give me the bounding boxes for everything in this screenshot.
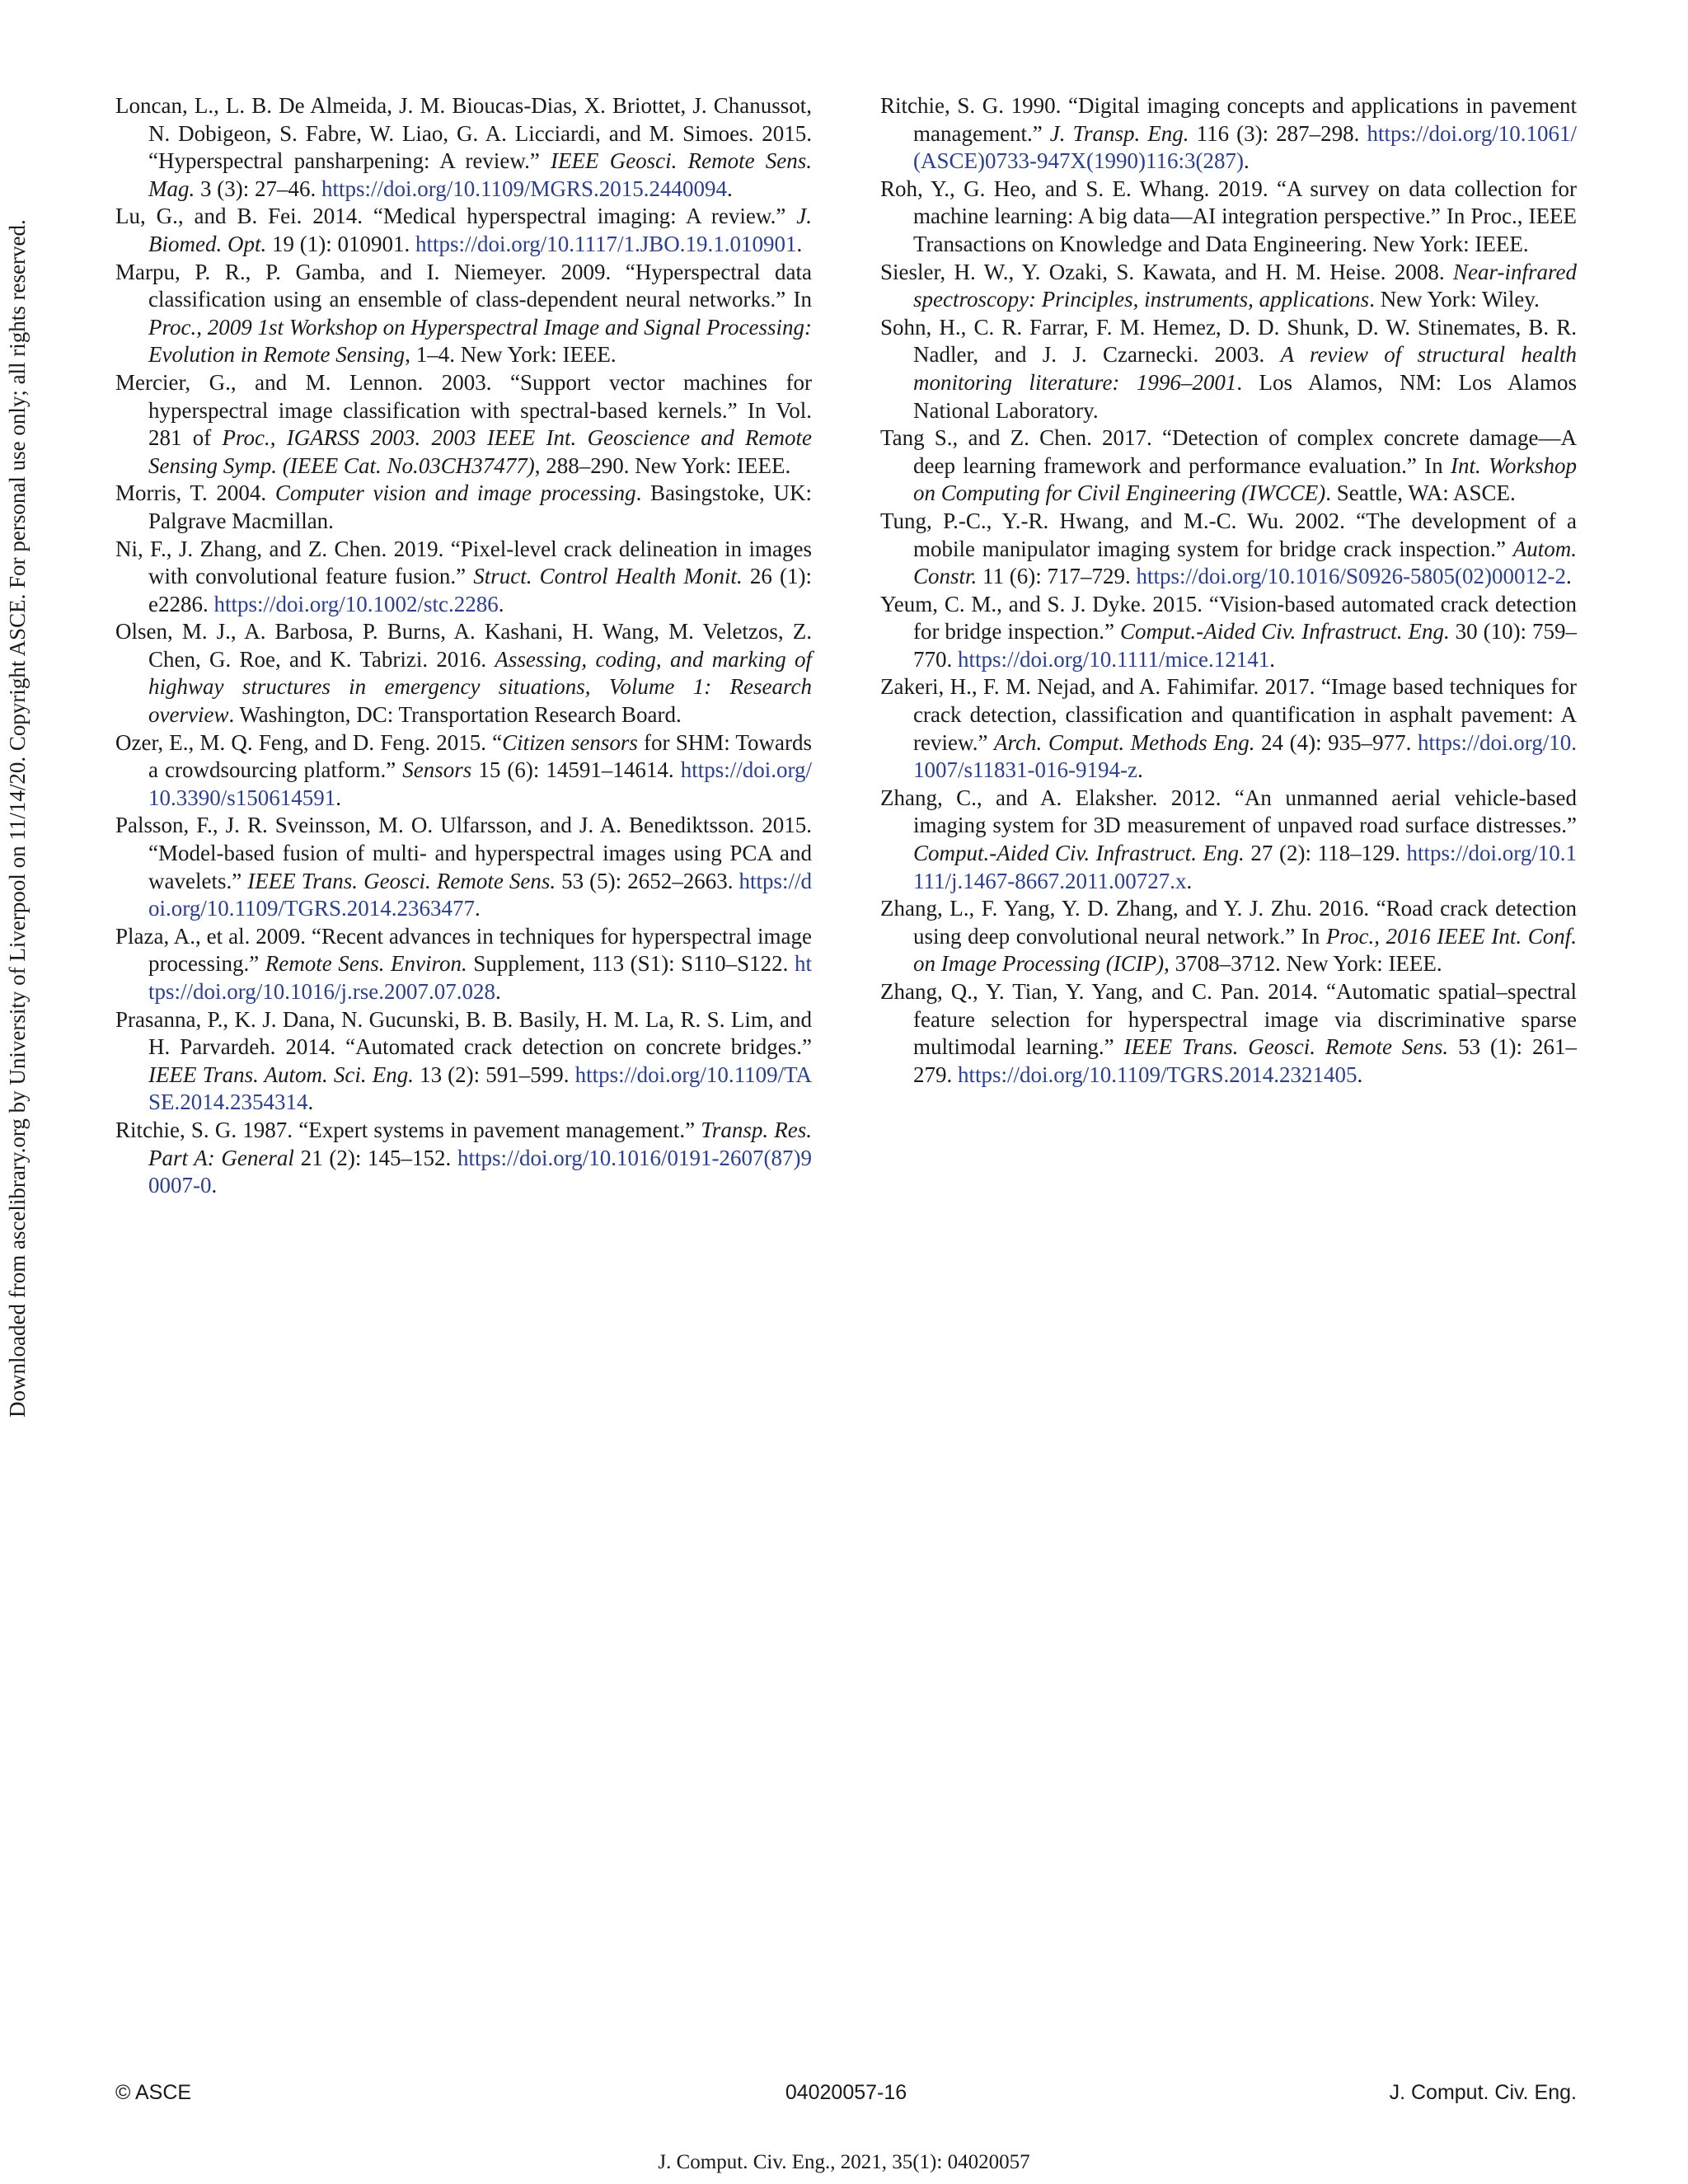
reference-text: , 1–4. New York: IEEE. — [405, 342, 617, 368]
reference-source-title: Proc., IGARSS 2003. 2003 IEEE Int. Geoscience and Remote Sensing Symp. (IEEE Cat. No.03CH37477) — [148, 425, 812, 478]
reference-text: Zhang, Q., Y. Tian, Y. Yang, and C. Pan. 2014. “Automatic spatial–spectral feature selection for hyperspectral image via discriminative sparse multimodal learning.” — [880, 979, 1577, 1060]
reference-source-title: IEEE Trans. Autom. Sci. Eng. — [148, 1062, 414, 1087]
reference-text: Ritchie, S. G. 1990. “Digital imaging concepts and applications in pavement management.” — [880, 93, 1577, 146]
reference-entry — [115, 480, 812, 535]
reference-source-title: Assessing, coding, and marking of highway structures in emergency situations, Volume 1: Research overview — [148, 646, 812, 728]
reference-text: 26 (1): e2286. — [148, 564, 812, 616]
reference-entry — [115, 203, 812, 258]
doi-link[interactable]: https://doi.org/10.1109/TGRS.2014.2363477 — [148, 868, 813, 921]
reference-text: . — [1269, 646, 1275, 672]
reference-text: Morris, T. 2004. — [115, 480, 275, 506]
reference-entry — [115, 729, 812, 813]
reference-text: 53 (5): 2652–2663. — [556, 868, 739, 893]
reference-entry — [115, 92, 812, 203]
reference-text: Zakeri, H., F. M. Nejad, and A. Fahimifar. 2017. “Image based techniques for crack detection, classification and quantification in asphalt pavement: A review.” — [880, 674, 1577, 755]
reference-source-title: Autom. Constr. — [913, 536, 1577, 589]
reference-text: . — [727, 176, 733, 201]
doi-link[interactable]: https://doi.org/10.1117/1.JBO.19.1.010901 — [415, 231, 797, 256]
reference-source-title: Computer vision and image processing — [274, 480, 636, 506]
reference-text: . — [1243, 148, 1250, 174]
reference-text: Mercier, G., and M. Lennon. 2003. “Support vector machines for hyperspectral image classification with spectral-based kernels.” In Vol. 281 of — [115, 369, 812, 451]
reference-text: Yeum, C. M., and S. J. Dyke. 2015. “Vision-based automated crack detection for bridge inspection.” — [880, 591, 1577, 644]
reference-entry — [880, 92, 1577, 176]
doi-link[interactable]: https://doi.org/10.1016/j.rse.2007.07.028 — [148, 951, 812, 1004]
reference-entry — [880, 591, 1577, 674]
journal-citation: J. Comput. Civ. Eng., 2021, 35(1): 04020057 — [658, 2151, 1030, 2173]
reference-entry — [115, 923, 812, 1006]
references-right-column — [880, 92, 1577, 1089]
reference-text: , 3708–3712. New York: IEEE. — [1164, 951, 1442, 977]
reference-entry — [880, 314, 1577, 424]
reference-text: Plaza, A., et al. 2009. “Recent advances in techniques for hyperspectral image processing.” — [115, 923, 812, 977]
reference-entry — [115, 812, 812, 922]
reference-source-title: Near-infrared spectroscopy: Principles, instruments, applications — [913, 259, 1577, 312]
reference-source-title: J. Biomed. Opt. — [148, 204, 812, 256]
reference-entry — [880, 785, 1577, 895]
reference-entry — [115, 369, 812, 480]
reference-text: Ozer, E., M. Q. Feng, and D. Feng. 2015. “ — [115, 729, 503, 755]
reference-text: Ni, F., J. Zhang, and Z. Chen. 2019. “Pixel-level crack delineation in images with convolutional feature fusion.” — [115, 536, 812, 589]
doi-link[interactable]: https://doi.org/10.1007/s11831-016-9194-z — [913, 729, 1577, 783]
reference-source-title: Proc., 2016 IEEE Int. Conf. on Image Processing (ICIP) — [913, 923, 1577, 977]
reference-entry — [880, 978, 1577, 1089]
reference-text: . — [475, 896, 481, 921]
reference-text: 21 (2): 145–152. — [293, 1145, 457, 1170]
reference-text: . New York: Wiley. — [1369, 287, 1540, 312]
doi-link[interactable]: https://doi.org/10.1016/S0926-5805(02)00012-2 — [1136, 564, 1567, 589]
reference-source-title: IEEE Trans. Geosci. Remote Sens. — [1123, 1034, 1449, 1060]
reference-source-title: J. Transp. Eng. — [1049, 120, 1189, 146]
reference-text: Ritchie, S. G. 1987. “Expert systems in pavement management.” — [115, 1117, 701, 1142]
reference-source-title: Transp. Res. Part A: General — [148, 1117, 812, 1170]
doi-link[interactable]: https://doi.org/10.1016/0191-2607(87)90007-0 — [148, 1145, 812, 1198]
reference-text: Tung, P.-C., Y.-R. Hwang, and M.-C. Wu. 2002. “The development of a mobile manipulator imaging system for bridge crack inspection.” — [880, 508, 1577, 561]
reference-text: . — [498, 591, 504, 616]
reference-entry — [880, 673, 1577, 784]
reference-text: . — [307, 1090, 314, 1115]
reference-source-title: Comput.-Aided Civ. Infrastruct. Eng. — [1119, 619, 1450, 644]
doi-link[interactable]: https://doi.org/10.1109/TASE.2014.2354314 — [148, 1062, 812, 1115]
reference-source-title: Citizen sensors — [502, 729, 638, 755]
reference-text: . Los Alamos, NM: Los Alamos National Laboratory. — [913, 369, 1577, 423]
reference-text: 3 (3): 27–46. — [195, 176, 321, 201]
reference-entry — [115, 536, 812, 619]
reference-source-title: Sensors — [402, 757, 472, 783]
doi-link[interactable]: https://doi.org/10.1002/stc.2286 — [213, 591, 499, 616]
footer-publisher: © ASCE — [115, 2081, 192, 2104]
reference-source-title: Struct. Control Health Monit. — [473, 564, 743, 589]
reference-text: Zhang, L., F. Yang, Y. D. Zhang, and Y. J. Zhu. 2016. “Road crack detection using deep convolutional neural network.” In — [880, 896, 1577, 949]
doi-link[interactable]: https://doi.org/10.1109/TGRS.2014.2321405 — [958, 1062, 1357, 1087]
reference-source-title: Comput.-Aided Civ. Infrastruct. Eng. — [913, 841, 1245, 866]
page-footer — [115, 2081, 1577, 2107]
reference-text: 11 (6): 717–729. — [977, 564, 1137, 589]
reference-text: Tang S., and Z. Chen. 2017. “Detection of complex concrete damage—A deep learning framework and performance evaluation.” In — [880, 425, 1577, 478]
reference-source-title: Arch. Comput. Methods Eng. — [994, 729, 1255, 755]
reference-text: 30 (10): 759–770. — [913, 619, 1577, 672]
reference-text: . — [1186, 868, 1193, 893]
reference-text: , 288–290. New York: IEEE. — [534, 452, 791, 478]
reference-text: . — [1566, 564, 1572, 589]
reference-text: 116 (3): 287–298. — [1189, 120, 1367, 146]
reference-text: Olsen, M. J., A. Barbosa, P. Burns, A. Kashani, H. Wang, M. Veletzos, Z. Chen, G. Roe, and K. Tabrizi. 2016. — [115, 619, 812, 672]
reference-entry — [880, 895, 1577, 978]
reference-entry — [880, 508, 1577, 591]
reference-entry — [115, 259, 812, 369]
reference-source-title: IEEE Geosci. Remote Sens. Mag. — [148, 148, 812, 201]
reference-text: . — [495, 979, 501, 1004]
reference-text: 24 (4): 935–977. — [1254, 729, 1418, 755]
reference-text: Lu, G., and B. Fei. 2014. “Medical hyperspectral imaging: A review.” — [115, 204, 797, 229]
reference-text: . — [796, 231, 803, 256]
download-notice-text: Downloaded from ascelibrary.org by University of Liverpool on 11/14/20. Copyright ASCE. For personal use only; all rights reserved. — [5, 219, 30, 1418]
reference-source-title: Remote Sens. Environ. — [265, 951, 467, 977]
footer-page-number: 04020057-16 — [785, 2081, 907, 2104]
doi-link[interactable]: https://doi.org/10.3390/s150614591 — [148, 757, 812, 810]
reference-source-title: Int. Workshop on Computing for Civil Engineering (IWCCE) — [913, 452, 1577, 506]
reference-text: Supplement, 113 (S1): S110–S122. — [467, 951, 795, 977]
doi-link[interactable]: https://doi.org/10.1061/(ASCE)0733-947X(1990)116:3(287) — [913, 120, 1577, 174]
doi-link[interactable]: https://doi.org/10.1111/mice.12141 — [958, 646, 1270, 672]
reference-text: 13 (2): 591–599. — [413, 1062, 575, 1087]
reference-text: . — [211, 1173, 218, 1198]
reference-text: Sohn, H., C. R. Farrar, F. M. Hemez, D. D. Shunk, D. W. Stinemates, B. R. Nadler, and J. J. Czarnecki. 2003. — [880, 314, 1577, 368]
reference-source-title: Proc., 2009 1st Workshop on Hyperspectral Image and Signal Processing: Evolution in Remote Sensing — [148, 314, 812, 368]
reference-text: . Washington, DC: Transportation Research Board. — [228, 702, 682, 728]
doi-link[interactable]: https://doi.org/10.1111/j.1467-8667.2011.00727.x — [913, 841, 1577, 893]
reference-text: Marpu, P. R., P. Gamba, and I. Niemeyer. 2009. “Hyperspectral data classification using an ensemble of class-dependent neural networks.” In — [115, 259, 812, 312]
reference-text: Palsson, F., J. R. Sveinsson, M. O. Ulfarsson, and J. A. Benediktsson. 2015. “Model-based fusion of multi- and hyperspectral images using PCA and wavelets.” — [115, 813, 812, 893]
reference-text: . Basingstoke, UK: Palgrave Macmillan. — [148, 480, 812, 533]
reference-text: . — [1137, 757, 1143, 783]
reference-source-title: IEEE Trans. Geosci. Remote Sens. — [247, 868, 556, 893]
reference-entry — [115, 1117, 812, 1200]
reference-text: for SHM: Towards a crowdsourcing platform.” — [148, 729, 813, 783]
reference-text: 27 (2): 118–129. — [1244, 841, 1407, 866]
reference-entry — [880, 176, 1577, 259]
reference-text: Loncan, L., L. B. De Almeida, J. M. Bioucas-Dias, X. Briottet, J. Chanussot, N. Dobigeon, S. Fabre, W. Liao, G. A. Licciardi, and M. Simoes. 2015. “Hyperspectral pansharpening: A review.” — [115, 93, 812, 174]
reference-entry — [115, 1006, 812, 1117]
reference-entry — [880, 259, 1577, 314]
reference-text: Prasanna, P., K. J. Dana, N. Gucunski, B. B. Basily, H. M. La, R. S. Lim, and H. Parvardeh. 2014. “Automated crack detection on concrete bridges.” — [115, 1006, 812, 1060]
references-left-column — [115, 92, 812, 1200]
footer-journal: J. Comput. Civ. Eng. — [1389, 2081, 1577, 2104]
reference-entry — [115, 618, 812, 729]
reference-text: . — [335, 785, 342, 810]
reference-text: . — [1357, 1062, 1363, 1087]
reference-text: Siesler, H. W., Y. Ozaki, S. Kawata, and H. M. Heise. 2008. — [880, 259, 1454, 284]
reference-source-title: A review of structural health monitoring literature: 1996–2001 — [913, 342, 1577, 395]
reference-entry — [880, 424, 1577, 508]
reference-text: 15 (6): 14591–14614. — [471, 757, 681, 783]
doi-link[interactable]: https://doi.org/10.1109/MGRS.2015.2440094 — [321, 176, 728, 201]
reference-text: Zhang, C., and A. Elaksher. 2012. “An unmanned aerial vehicle-based imaging system for 3D measurement of unpaved road surface distresses.” — [880, 785, 1577, 838]
reference-text: 53 (1): 261–279. — [913, 1034, 1577, 1087]
reference-text: . Seattle, WA: ASCE. — [1325, 480, 1516, 506]
reference-text: Roh, Y., G. Heo, and S. E. Whang. 2019. “A survey on data collection for machine learning: A big data—AI integration perspective.” In Proc., IEEE Transactions on Knowledge and Data Engineering. New York: IEEE. — [880, 176, 1577, 256]
reference-text: 19 (1): 010901. — [266, 231, 415, 256]
